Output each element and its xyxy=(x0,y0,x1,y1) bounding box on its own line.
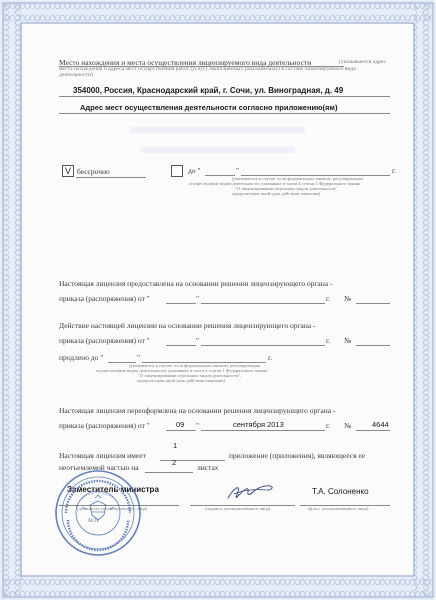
term-note-3: "О лицензировании отдельных видов деятельности", xyxy=(235,186,339,191)
appendices-count: 1 xyxy=(173,441,178,450)
granted-order-label: приказа (распоряжения) от " xyxy=(59,294,150,303)
appendices-part-prefix: неотъемлемой частью на xyxy=(59,463,139,472)
term-note-2: осуществление видов деятельности, указанных в части 4 статьи 1 Федерального закона xyxy=(189,181,361,186)
location-note-line3: деятельности) xyxy=(59,72,93,78)
prolonged-year: г. xyxy=(268,353,273,362)
until-quote: " xyxy=(236,166,240,175)
term-note-1: (указывается в случае, если федеральным законом, регулирующим xyxy=(232,176,363,181)
appendices-prefix: Настоящая лицензия имеет xyxy=(59,451,146,460)
location-heading-note: (указываются адрес xyxy=(339,59,387,65)
granted-num: № xyxy=(344,294,352,303)
unlimited-label: бессрочно xyxy=(77,167,110,176)
signature-caption: (подпись уполномоченного лица) xyxy=(205,506,271,511)
granted-year: г. xyxy=(326,294,331,303)
until-prefix: до " xyxy=(188,166,201,175)
appendices-suffix: приложение (приложения), являющееся ее xyxy=(229,451,366,460)
extended-text: Действие настоящей лицензии на основании решения лицензирующего органа - xyxy=(59,321,316,330)
extended-quote: " xyxy=(196,336,200,345)
reissued-number: 4644 xyxy=(372,420,389,429)
name-caption: (ф.и.о. уполномоченного лица) xyxy=(308,506,369,511)
prolonged-quote: " xyxy=(137,353,141,362)
checkbox-mark: V xyxy=(64,166,71,176)
reissued-day: 09 xyxy=(176,420,185,429)
term-note-4: предусмотрен иной срок действия лицензии) xyxy=(232,191,321,196)
address: 354000, Россия, Краснодарский край, г. Сочи, ул. Виноградная, д. 49 xyxy=(73,86,344,95)
extended-note-2: осуществление видов деятельности, указанных в части 4 статьи 1 Федерального закона xyxy=(96,368,268,373)
appendix-address: Адрес мест осуществления деятельности согласно приложению(ям) xyxy=(80,103,338,112)
location-note-line2: места нахождения и адреса мест осуществления работ (услуг), выполняемых (оказываемых) в составе лицензируемого вида xyxy=(59,66,356,72)
appendices-part-suffix: листах xyxy=(197,463,219,472)
reissued-quote: " xyxy=(196,421,200,430)
reissued-year: г. xyxy=(326,421,331,430)
granted-text: Настоящая лицензия предоставлена на основании решения лицензирующего органа - xyxy=(59,279,333,288)
extended-note-4: предусмотрен иной срок действия лицензии) xyxy=(137,378,226,383)
mp-label: М.П. xyxy=(88,518,100,524)
extended-order-label: приказа (распоряжения) от " xyxy=(59,336,150,345)
appendices-sheets: 2 xyxy=(172,458,177,467)
reissued-month-year: сентября 2013 xyxy=(233,420,284,429)
signer-position: Заместитель министра xyxy=(67,485,159,494)
signer-name: Т.А. Солоненко xyxy=(312,487,369,496)
reissued-num: № xyxy=(344,421,352,430)
until-year-suffix: г. xyxy=(392,166,397,175)
extended-note-3: "О лицензировании отдельных видов деятельности", xyxy=(138,373,242,378)
prolonged-label: продлено до " xyxy=(59,353,104,362)
location-heading: Место нахождения и места осуществления лицензируемого вида деятельности xyxy=(59,58,312,67)
extended-num: № xyxy=(344,336,352,345)
reissued-order-label: приказа (распоряжения) от " xyxy=(59,421,150,430)
position-caption: (должность уполномоченного лица) xyxy=(77,506,148,511)
extended-year: г. xyxy=(326,336,331,345)
granted-quote: " xyxy=(196,294,200,303)
reissued-text: Настоящая лицензия переоформлена на основании решения лицензирующего органа - xyxy=(59,406,336,415)
extended-note-1: (указывается в случае, если федеральным законом, регулирующим xyxy=(129,363,260,368)
